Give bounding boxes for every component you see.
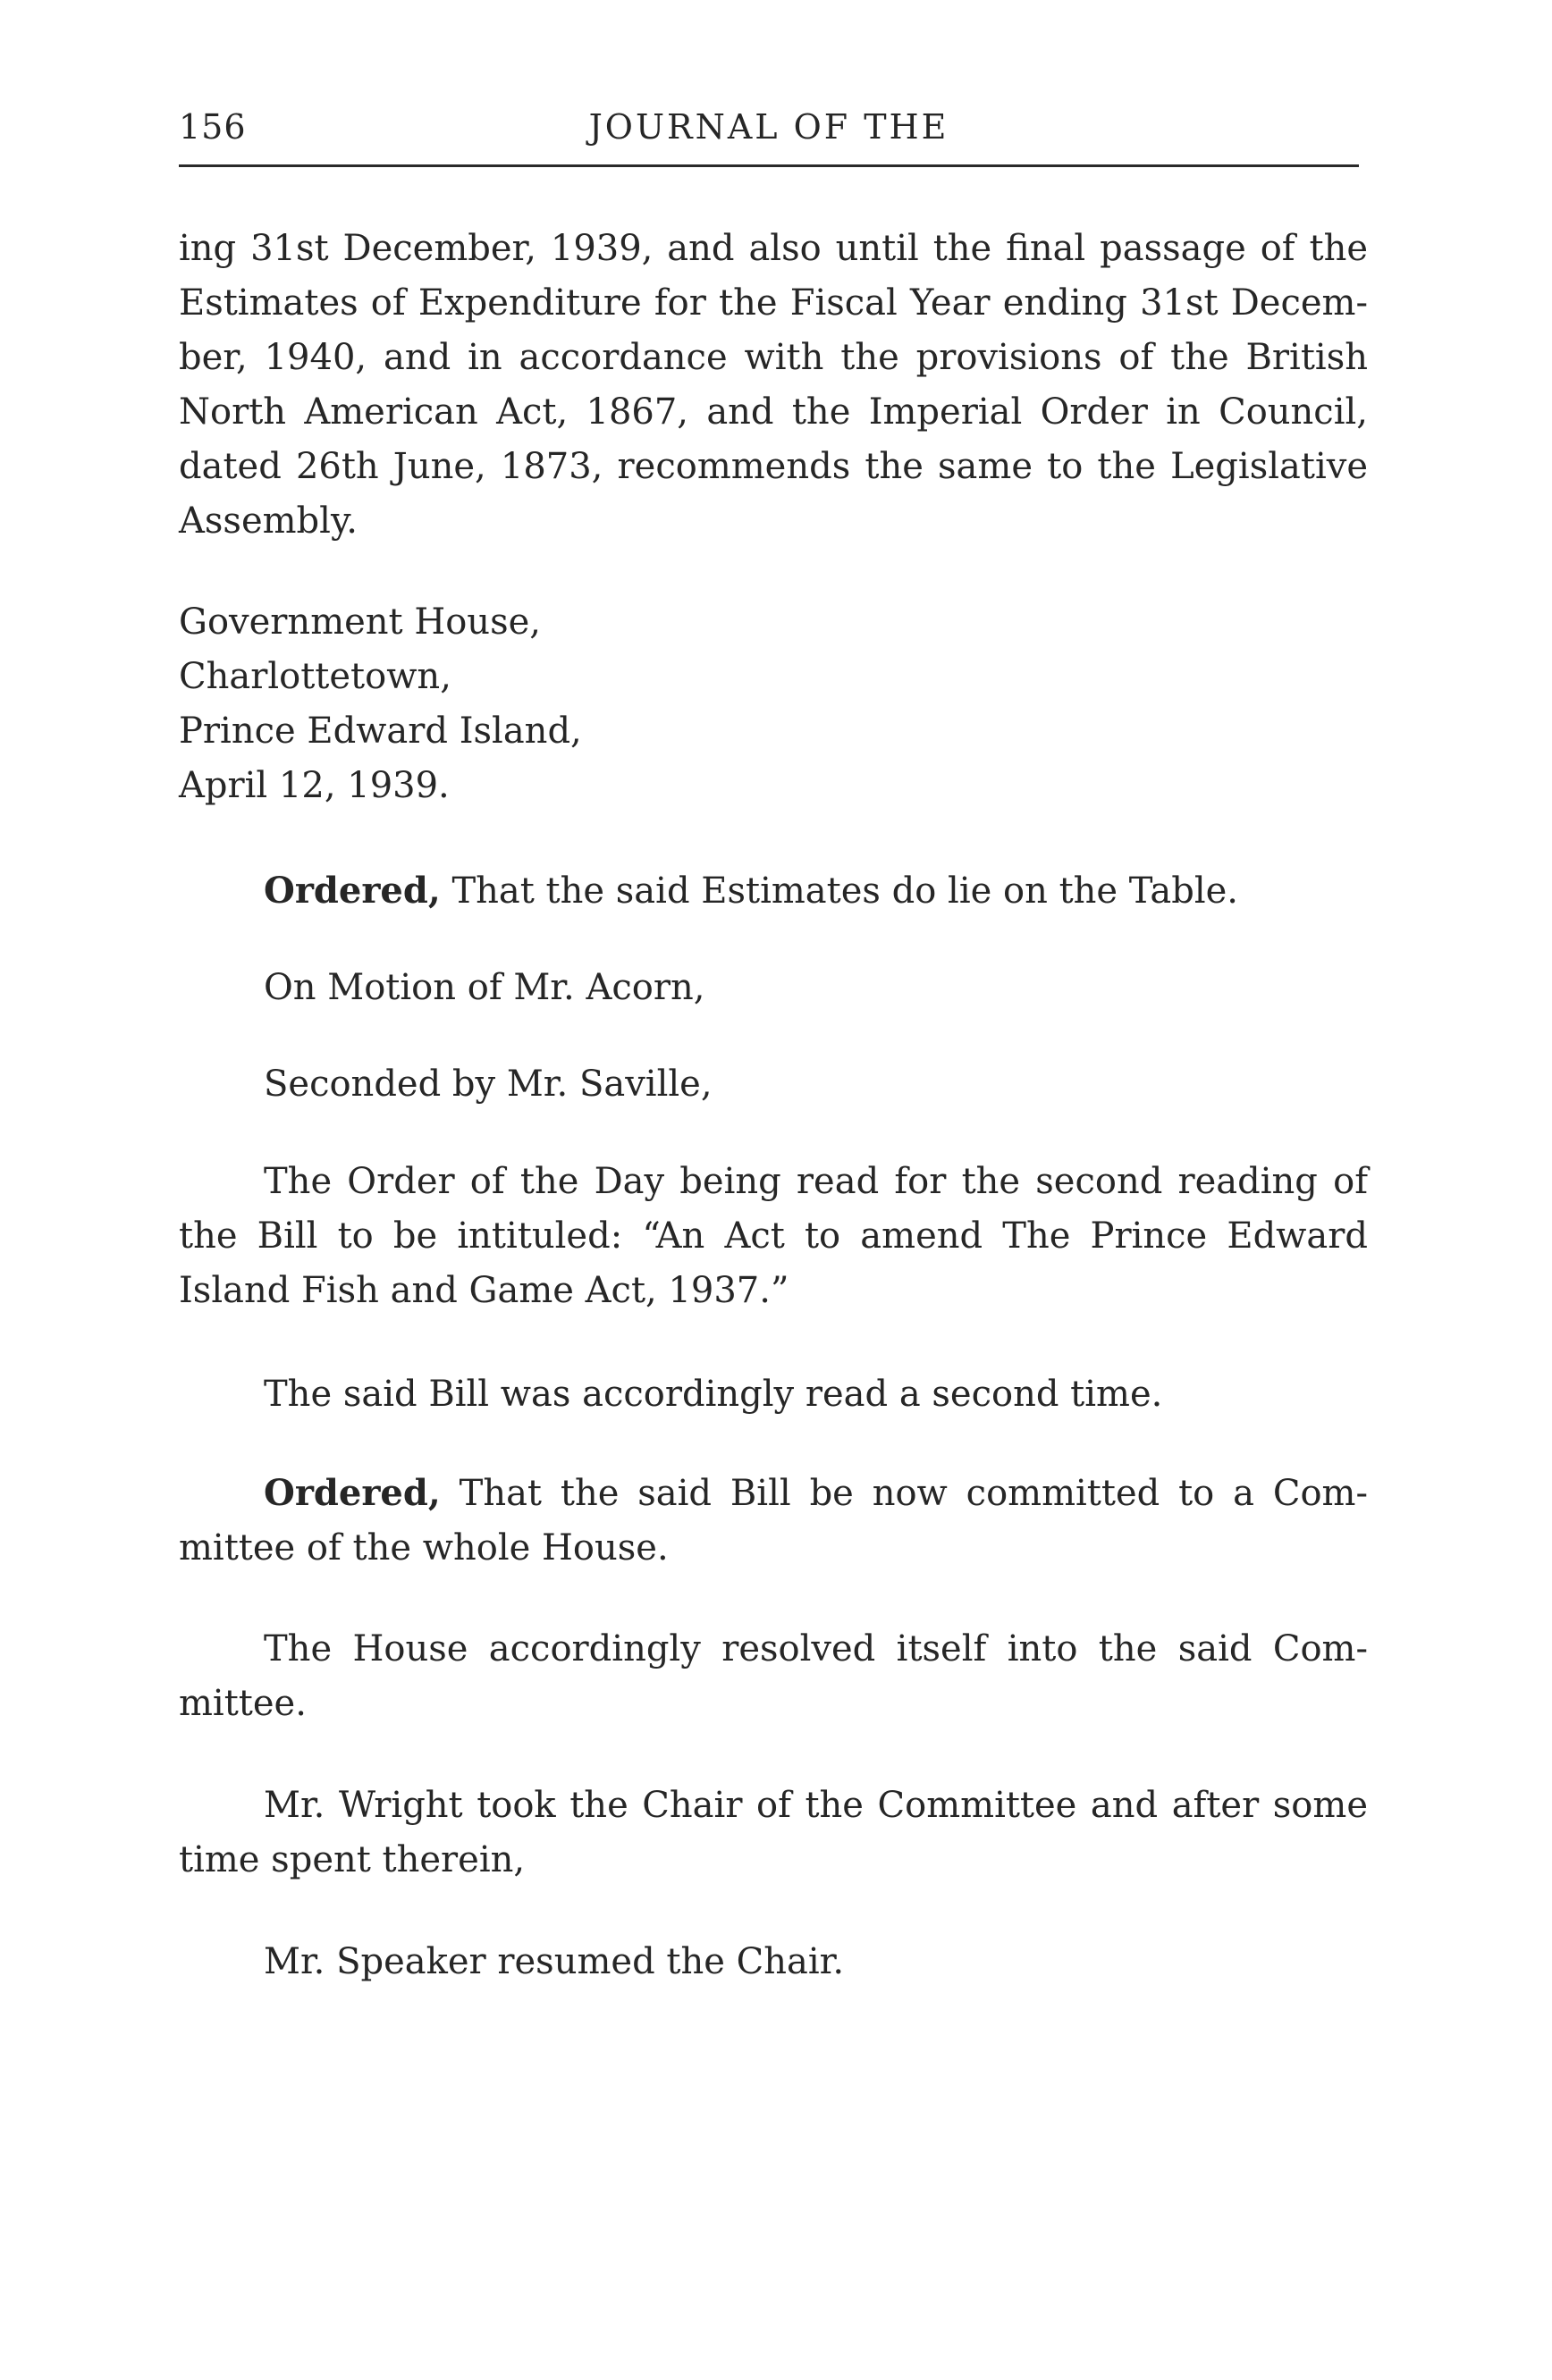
address-line: Charlottetown,: [179, 656, 451, 697]
text-line: mittee.: [179, 1683, 307, 1724]
chair-paragraph: [179, 1779, 1368, 1888]
order-of-day-paragraph: [179, 1155, 1368, 1318]
mover-line: On Motion of Mr. Acorn,: [264, 967, 705, 1008]
second-reading: [179, 1367, 1453, 1422]
text-line: time spent therein,: [179, 1839, 526, 1880]
text-line: ber, 1940, and in accordance with the provisions of the British: [179, 337, 1368, 378]
house-resolved: [179, 1622, 1368, 1731]
text-line: mittee of the whole House.: [179, 1527, 669, 1568]
text-line: Assembly.: [179, 500, 358, 542]
order-text: That the said Estimates do lie on the Table.: [440, 870, 1238, 912]
text-line: dated 26th June, 1873, recommends the same to the Legislative: [179, 446, 1368, 487]
text-line: North American Act, 1867, and the Imperial Order in Council,: [179, 391, 1368, 433]
ordered-label: Ordered,: [264, 1472, 441, 1514]
text-line: The said Bill was accordingly read a second time.: [264, 1374, 1163, 1415]
address-block: [179, 595, 1368, 813]
order-line: [179, 1466, 1368, 1521]
motion-mover: [179, 961, 1453, 1015]
ordered-label: Ordered,: [264, 870, 441, 912]
address-line: Government House,: [179, 601, 541, 643]
text-line: The Order of the Day being read for the second reading of: [264, 1161, 1368, 1202]
text-line: The House accordingly resolved itself into the said Com-: [264, 1628, 1368, 1669]
text-line: Estimates of Expenditure for the Fiscal Year ending 31st Decem-: [179, 282, 1368, 324]
text-line: ing 31st December, 1939, and also until the final passage of the: [179, 228, 1368, 269]
order-estimates: [179, 863, 1453, 919]
speaker-line: [179, 1935, 1453, 1989]
address-line: Prince Edward Island,: [179, 711, 582, 752]
address-line: April 12, 1939.: [179, 765, 450, 806]
page-number: 156: [179, 107, 247, 147]
text-line: Mr. Speaker resumed the Chair.: [264, 1941, 845, 1982]
order-text: That the said Bill be now committed to a Com-: [440, 1473, 1368, 1514]
header-rule: [179, 164, 1359, 167]
text-line: Mr. Wright took the Chair of the Committee and after some: [264, 1785, 1368, 1826]
seconder-line: Seconded by Mr. Saville,: [264, 1064, 713, 1105]
running-head: [179, 100, 1359, 154]
motion-seconder: [179, 1057, 1453, 1112]
text-line: Island Fish and Game Act, 1937.”: [179, 1270, 789, 1311]
continuation-paragraph: [179, 222, 1368, 549]
order-committee: [179, 1466, 1368, 1576]
order-line: [264, 863, 1453, 919]
running-title: JOURNAL OF THE: [588, 107, 949, 147]
text-line: the Bill to be intituled: “An Act to amend The Prince Edward: [179, 1215, 1368, 1257]
